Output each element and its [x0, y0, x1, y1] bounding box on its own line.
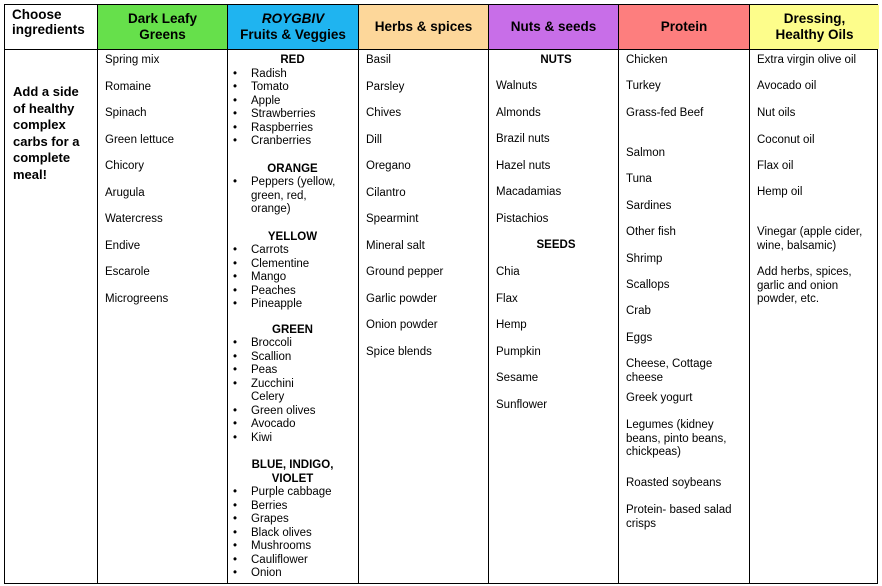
protein-item-line: Grass-fed Beef [626, 107, 704, 119]
green-item: • Scallion [227, 351, 358, 365]
green-item: Celery [251, 391, 285, 403]
nut-item-line: Hazel nuts [496, 159, 551, 172]
greens-item-line: Spring mix [105, 54, 160, 66]
herb-item-line: Spice blends [366, 345, 432, 358]
nut-item-line: Almonds [496, 106, 541, 119]
protein-item-line: chickpeas) [626, 446, 681, 458]
protein-item-line: Scallops [626, 279, 670, 291]
yellow-item: • Pineapple [227, 298, 358, 312]
dressing-item-line: Avocado oil [757, 80, 817, 92]
nut-item [496, 186, 616, 200]
green-item: • Avocado [227, 418, 358, 432]
greens-item-line: Endive [105, 239, 141, 252]
dressing-item-line: Extra virgin olive oil [757, 54, 857, 66]
section-blue-indigo-violet: BLUE, INDIGO, [251, 459, 334, 471]
nuts-title: NUTS [540, 54, 572, 66]
red-item: • Tomato [227, 81, 358, 95]
green-item: • Green olives [227, 405, 358, 419]
protein-item-line: Eggs [626, 332, 653, 344]
header-dressing-label [775, 11, 853, 43]
seed-item [496, 293, 616, 307]
header-choose-label [12, 7, 85, 37]
column-divider [97, 5, 98, 583]
header-herbs [359, 5, 488, 49]
green-item: • Zucchini [227, 378, 358, 392]
greens-item [105, 293, 225, 307]
herb-item [366, 160, 486, 174]
header-protein-label [661, 19, 708, 35]
dressing-item [757, 80, 877, 94]
greens-item-line: Arugula [105, 186, 145, 199]
header-dressing [750, 5, 879, 49]
green-item: • Broccoli [227, 337, 358, 351]
dressing-item [757, 226, 877, 253]
protein-item [626, 173, 747, 187]
side-note-line: complete [13, 150, 71, 165]
greens-item [105, 134, 225, 148]
biv-item: • Cauliflower [227, 554, 358, 568]
yellow-item: • Mango [227, 271, 358, 285]
seed-item-line: Hemp [496, 319, 527, 331]
header-greens [98, 5, 227, 49]
header-line: Greens [139, 27, 186, 42]
protein-item [626, 358, 747, 385]
greens-item [105, 240, 225, 254]
protein-item-line: Roasted soybeans [626, 477, 722, 489]
section-yellow: YELLOW [267, 230, 318, 243]
herb-item [366, 134, 486, 148]
protein-item [626, 477, 747, 491]
dressing-item [757, 107, 877, 121]
greens-item-line: Watercress [105, 213, 163, 225]
herb-item [366, 187, 486, 201]
section-blue-indigo-violet-2: VIOLET [271, 472, 314, 485]
greens-item-line: Romaine [105, 80, 152, 93]
yellow-item: • Clementine [227, 258, 358, 272]
seed-item-line: Pumpkin [496, 345, 541, 358]
column-divider [358, 5, 359, 583]
seeds-title: SEEDS [536, 239, 576, 251]
yellow-list [227, 244, 358, 312]
biv-list [227, 486, 358, 581]
header-line: ROYGBIV [261, 11, 325, 26]
dressing-item [757, 266, 877, 307]
green-item: • Kiwi [227, 432, 358, 446]
red-item: • Cranberries [227, 135, 358, 149]
section-orange: ORANGE [267, 162, 318, 175]
nut-item [496, 133, 616, 147]
greens-item-line: Green lettuce [105, 133, 175, 146]
dressing-item [757, 186, 877, 200]
ingredients-table [4, 4, 878, 584]
protein-item-line: cheese [626, 371, 664, 384]
header-line: Dressing, [783, 11, 846, 26]
header-line: Choose [12, 7, 62, 22]
herb-item [366, 54, 486, 68]
dressing-item-line: Hemp oil [757, 186, 803, 198]
nut-item-line: Walnuts [496, 80, 538, 92]
protein-item [626, 392, 747, 406]
greens-item [105, 107, 225, 121]
protein-item-line: Sardines [626, 200, 672, 212]
side-note-line: carbs for a [13, 133, 80, 149]
seed-item [496, 266, 616, 280]
header-line: Nuts & seeds [510, 19, 597, 34]
seed-item [496, 346, 616, 360]
seed-item [496, 372, 616, 386]
dressing-item-line: Add herbs, spices, [757, 266, 852, 278]
red-list [227, 68, 358, 149]
dressing-item [757, 160, 877, 174]
herb-item-line: Ground pepper [366, 266, 444, 278]
column-greens [105, 50, 225, 583]
biv-item: • Onion [227, 567, 358, 581]
herb-item [366, 213, 486, 227]
protein-item [626, 80, 747, 94]
header-protein [619, 5, 749, 49]
column-choose [13, 50, 95, 583]
greens-item [105, 266, 225, 280]
herb-item-line: Mineral salt [366, 239, 425, 252]
side-note-line: of healthy [13, 100, 75, 116]
biv-item: • Purple cabbage [227, 486, 358, 500]
seed-item-line: Chia [496, 266, 520, 278]
dressing-item-line: Vinegar (apple cider, [757, 226, 863, 238]
section-red: RED [280, 54, 305, 66]
protein-item-line: Chicken [626, 54, 668, 66]
header-roygbiv [228, 5, 358, 49]
protein-item [626, 504, 747, 531]
greens-item [105, 213, 225, 227]
column-protein [626, 50, 747, 583]
dressing-item [757, 54, 877, 68]
herb-item [366, 266, 486, 280]
greens-item-line: Chicory [105, 160, 144, 172]
biv-item: • Black olives [227, 527, 358, 541]
herb-item [366, 107, 486, 121]
protein-item [626, 107, 747, 121]
nut-item-line: Pistachios [496, 212, 549, 225]
nut-item [496, 107, 616, 121]
dressing-item-line: Flax oil [757, 160, 794, 172]
column-divider [749, 5, 750, 583]
protein-item [626, 419, 747, 460]
protein-item-line: crisps [626, 517, 657, 530]
greens-item-line: Escarole [105, 266, 150, 278]
header-herbs-label [375, 19, 473, 35]
column-nuts-seeds [496, 50, 616, 583]
protein-item [626, 226, 747, 240]
dressing-item-line: wine, balsamic) [757, 239, 837, 252]
column-divider [618, 5, 619, 583]
herb-item [366, 346, 486, 360]
protein-item-line: Greek yogurt [626, 392, 693, 404]
red-item: • Radish [227, 68, 358, 82]
section-green: GREEN [272, 323, 313, 336]
orange-item: orange) [251, 203, 291, 215]
side-note-line: complex [13, 117, 66, 132]
header-line: Protein [660, 19, 708, 34]
dressing-item-line: Coconut oil [757, 134, 815, 146]
protein-item-line: Legumes (kidney [626, 419, 714, 431]
herb-item-line: Cilantro [366, 186, 406, 199]
yellow-item: • Peaches [227, 285, 358, 299]
herb-item-line: Spearmint [366, 213, 419, 225]
protein-item-line: Crab [626, 305, 651, 317]
seed-item-line: Sunflower [496, 398, 548, 411]
protein-item [626, 54, 747, 68]
herb-item [366, 81, 486, 95]
protein-item [626, 332, 747, 346]
side-note-line: Add a side [13, 84, 79, 99]
dressing-item-line: powder, etc. [757, 293, 820, 305]
protein-item-line: Other fish [626, 226, 676, 238]
red-item: • Apple [227, 95, 358, 109]
column-herbs [366, 50, 486, 583]
header-line: Dark Leafy [127, 11, 198, 26]
seed-item [496, 319, 616, 333]
header-roygbiv-label [240, 11, 346, 43]
side-note [13, 84, 95, 183]
header-line: Herbs & spices [374, 19, 473, 34]
yellow-item: • Carrots [227, 244, 358, 258]
nut-item-line: Brazil nuts [496, 133, 550, 145]
greens-item-line: Spinach [105, 107, 147, 119]
herb-item-line: Dill [366, 133, 382, 146]
herb-item [366, 319, 486, 333]
orange-item: • Peppers (yellow, [227, 176, 358, 190]
nut-item [496, 80, 616, 94]
side-note-line: meal! [13, 166, 47, 182]
herb-item-line: Chives [366, 107, 402, 119]
greens-item [105, 81, 225, 95]
header-greens-label [128, 11, 197, 43]
herb-item-line: Parsley [366, 80, 405, 93]
column-divider [488, 5, 489, 583]
protein-item-line: Cheese, Cottage [626, 358, 713, 370]
protein-item [626, 147, 747, 161]
protein-item-line: Shrimp [626, 253, 663, 265]
header-nuts-seeds-label [511, 19, 597, 35]
column-divider [227, 5, 228, 583]
header-nuts-seeds [489, 5, 618, 49]
header-line: Healthy Oils [775, 27, 854, 42]
green-list [227, 337, 358, 445]
seed-item [496, 399, 616, 413]
herb-item-line: Oregano [366, 160, 411, 172]
herb-item-line: Basil [366, 54, 391, 66]
dressing-item [757, 134, 877, 148]
seed-item-line: Sesame [496, 372, 539, 384]
biv-item: • Mushrooms [227, 540, 358, 554]
nut-item [496, 160, 616, 174]
biv-item: • Berries [227, 500, 358, 514]
greens-item [105, 54, 225, 68]
red-item: • Raspberries [227, 122, 358, 136]
dressing-item-line: Nut oils [757, 107, 796, 119]
protein-item-line: Salmon [626, 147, 665, 159]
column-dressing [757, 50, 877, 583]
header-line: ingredients [12, 22, 85, 37]
nut-item [496, 213, 616, 227]
protein-item-line: Protein- based salad [626, 504, 732, 516]
greens-item-line: Microgreens [105, 292, 169, 305]
orange-list [227, 176, 358, 217]
protein-item-line: Tuna [626, 173, 652, 185]
greens-item [105, 187, 225, 201]
protein-item [626, 253, 747, 267]
protein-item-line: beans, pinto beans, [626, 432, 727, 445]
dressing-item-line: garlic and onion [757, 279, 839, 292]
red-item: • Strawberries [227, 108, 358, 122]
protein-item [626, 200, 747, 214]
herb-item [366, 293, 486, 307]
roygbiv-list [227, 54, 358, 581]
protein-item [626, 305, 747, 319]
greens-item [105, 160, 225, 174]
protein-item-line: Turkey [626, 80, 661, 92]
protein-item [626, 279, 747, 293]
header-choose [5, 5, 97, 49]
herb-item [366, 240, 486, 254]
herb-item-line: Onion powder [366, 319, 438, 331]
nut-item-line: Macadamias [496, 186, 562, 198]
column-roygbiv [227, 50, 358, 583]
seed-item-line: Flax [496, 292, 518, 305]
biv-item: • Grapes [227, 513, 358, 527]
orange-item: green, red, [251, 189, 307, 202]
herb-item-line: Garlic powder [366, 292, 437, 305]
header-line: Fruits & Veggies [240, 27, 346, 42]
green-item: • Peas [227, 364, 358, 378]
